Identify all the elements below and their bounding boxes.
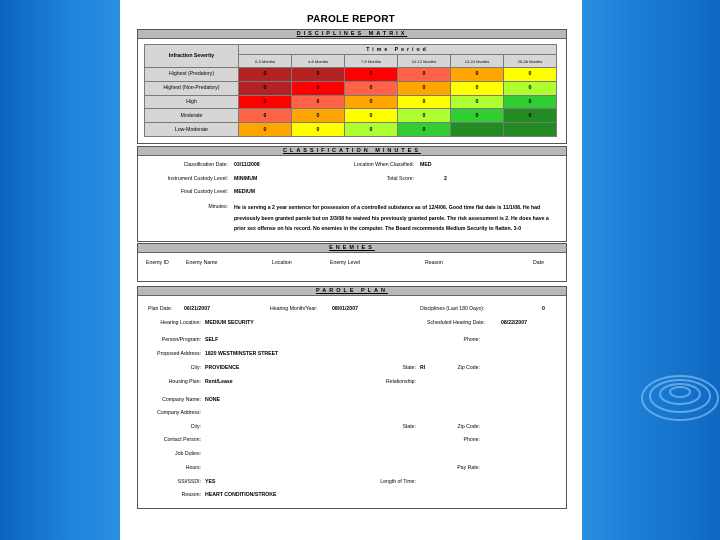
company-address-label: Company Address: — [157, 410, 201, 416]
classification-minutes-section — [137, 146, 567, 242]
enemy-date-column: Date — [533, 260, 544, 266]
final-custody-label: Final Custody Level: — [181, 189, 228, 195]
location-classified-label: Location When Classified: — [354, 162, 414, 168]
instrument-custody-value: MINIMUM — [234, 176, 258, 182]
classification-minutes-header: CLASSIFICATION MINUTES — [138, 147, 566, 156]
disciplines-180-value: 0 — [542, 306, 545, 312]
matrix-cell: 0 — [398, 95, 451, 109]
matrix-cell: 0 — [398, 81, 451, 95]
matrix-header-row — [145, 45, 557, 55]
plan-date-value: 06/21/2007 — [184, 306, 210, 312]
disciplines-matrix-section — [137, 29, 567, 144]
report-title: PAROLE REPORT — [307, 14, 395, 25]
minutes-text: He is serving a 2 year sentence for possession of a controlled substance as of 12/4/06. Good time flat date is 11/1/08. He had previously been granted parole but on 3/3/08 he waived his previously granted parole. The risk assessment is 2. He does have a prior sex offense on his record. No enemies in the computer. The Board recommends Medium Security to flatten. 3-0 — [234, 205, 549, 232]
company-phone-label: Phone: — [463, 437, 480, 443]
matrix-row — [145, 109, 557, 123]
hearing-month-label: Hearing Month/Year: — [270, 306, 318, 312]
city-label: City: — [190, 365, 201, 371]
report-page — [120, 0, 582, 540]
period-header-cell: 7-9 Months — [345, 55, 398, 68]
severity-label-cell: Highest (Predatory) — [145, 68, 239, 82]
matrix-cell: 0 — [398, 68, 451, 82]
time-period-header: Time Period — [239, 45, 557, 55]
period-header-cell: 25-36 Months — [504, 55, 557, 68]
classification-date-label: Classification Date: — [183, 162, 228, 168]
matrix-cell: 0 — [504, 109, 557, 123]
company-name-value: NONE — [205, 397, 220, 403]
matrix-cell: 0 — [504, 95, 557, 109]
instrument-custody-label: Instrument Custody Level: — [167, 176, 228, 182]
matrix-cell: 0 — [345, 68, 398, 82]
length-of-time-label: Length of Time: — [380, 479, 416, 485]
matrix-cell — [451, 123, 504, 137]
matrix-cell: 0 — [239, 81, 292, 95]
plan-date-label: Plan Date: — [148, 306, 173, 312]
proposed-address-value: 1820 WESTMINSTER STREET — [205, 351, 279, 357]
final-custody-value: MEDIUM — [234, 189, 256, 195]
location-classified-value: MED — [420, 162, 432, 168]
total-score-label: Total Score: — [386, 176, 414, 182]
matrix-row — [145, 68, 557, 82]
matrix-cell: 0 — [345, 123, 398, 137]
company-name-label: Company Name: — [162, 397, 201, 403]
state-label: State: — [402, 365, 416, 371]
housing-plan-value: Rent/Lease — [205, 379, 233, 385]
matrix-cell: 0 — [292, 68, 345, 82]
matrix-cell: 0 — [292, 123, 345, 137]
matrix-cell: 0 — [292, 81, 345, 95]
enemy-name-column: Enemy Name — [186, 260, 218, 266]
severity-label-cell: Moderate — [145, 109, 239, 123]
city-value: PROVIDENCE — [205, 365, 240, 371]
matrix-cell: 0 — [239, 68, 292, 82]
matrix-row — [145, 123, 557, 137]
enemies-header: ENEMIES — [138, 244, 566, 253]
reason-label: Reason: — [181, 492, 201, 498]
severity-label-cell: Highest (Non-Predatory) — [145, 81, 239, 95]
pay-rate-label: Pay Rate: — [457, 465, 480, 471]
background-right-panel — [582, 0, 720, 540]
matrix-cell: 0 — [292, 109, 345, 123]
infraction-severity-header: Infraction Severity — [145, 45, 239, 68]
period-header-cell: 4-6 Months — [292, 55, 345, 68]
parole-plan-section — [137, 286, 567, 509]
hours-label: Hours: — [185, 465, 201, 471]
company-state-label: State: — [402, 424, 416, 430]
zip-code-label: Zip Code: — [457, 365, 480, 371]
ssi-ssdi-label: SSI/SSDI: — [177, 479, 201, 485]
minutes-label: Minutes: — [208, 204, 228, 210]
period-header-cell: 10-12 Months — [398, 55, 451, 68]
severity-label-cell: Low-Moderate — [145, 123, 239, 137]
enemy-level-column: Enemy Level — [330, 260, 360, 266]
total-score-value: 2 — [444, 176, 447, 182]
hearing-location-value: MEDIUM SECURITY — [205, 320, 254, 326]
matrix-cell: 0 — [398, 123, 451, 137]
matrix-cell: 0 — [239, 95, 292, 109]
disciplines-matrix-table — [144, 44, 557, 137]
matrix-cell: 0 — [292, 95, 345, 109]
matrix-row — [145, 95, 557, 109]
period-header-cell: 0-3 Months — [239, 55, 292, 68]
hearing-location-label: Hearing Location: — [160, 320, 201, 326]
ripple-decoration-icon — [640, 360, 720, 440]
matrix-cell: 0 — [504, 81, 557, 95]
enemy-location-column: Location — [272, 260, 292, 266]
company-zip-label: Zip Code: — [457, 424, 480, 430]
hearing-month-value: 08/01/2007 — [332, 306, 358, 312]
matrix-cell: 0 — [345, 81, 398, 95]
housing-plan-label: Housing Plan: — [168, 379, 201, 385]
matrix-cell: 0 — [345, 109, 398, 123]
background-left-panel — [0, 0, 120, 540]
matrix-cell: 0 — [451, 95, 504, 109]
scheduled-hearing-label: Scheduled Hearing Date: — [427, 320, 485, 326]
scheduled-hearing-value: 08/22/2007 — [501, 320, 527, 326]
contact-person-label: Contact Person: — [163, 437, 201, 443]
classification-date-value: 03/11/2008 — [234, 162, 260, 168]
matrix-cell: 0 — [345, 95, 398, 109]
matrix-cell: 0 — [451, 68, 504, 82]
enemy-id-column: Enemy ID — [146, 260, 169, 266]
job-duties-label: Job Duties: — [175, 451, 201, 457]
matrix-cell: 0 — [398, 109, 451, 123]
person-program-label: Person/Program: — [161, 337, 201, 343]
matrix-cell — [504, 123, 557, 137]
ssi-ssdi-value: YES — [205, 479, 216, 485]
matrix-cell: 0 — [451, 109, 504, 123]
matrix-cell: 0 — [239, 109, 292, 123]
relationship-label: Relationship: — [386, 379, 416, 385]
matrix-cell: 0 — [504, 68, 557, 82]
matrix-cell: 0 — [239, 123, 292, 137]
matrix-cell: 0 — [451, 81, 504, 95]
reason-value: HEART CONDITION/STROKE — [205, 492, 277, 498]
enemy-reason-column: Reason — [425, 260, 443, 266]
phone-label: Phone: — [463, 337, 480, 343]
company-city-label: City: — [190, 424, 201, 430]
enemies-section — [137, 243, 567, 282]
severity-label-cell: High — [145, 95, 239, 109]
person-program-value: SELF — [205, 337, 219, 343]
parole-plan-header: PAROLE PLAN — [138, 287, 566, 296]
disciplines-matrix-header: DISCIPLINES MATRIX — [138, 30, 566, 39]
disciplines-180-label: Disciplines (Last 180 Days): — [420, 306, 485, 312]
matrix-row — [145, 81, 557, 95]
period-header-cell: 13-24 Months — [451, 55, 504, 68]
state-value: RI — [420, 365, 426, 371]
proposed-address-label: Proposed Address: — [157, 351, 201, 357]
